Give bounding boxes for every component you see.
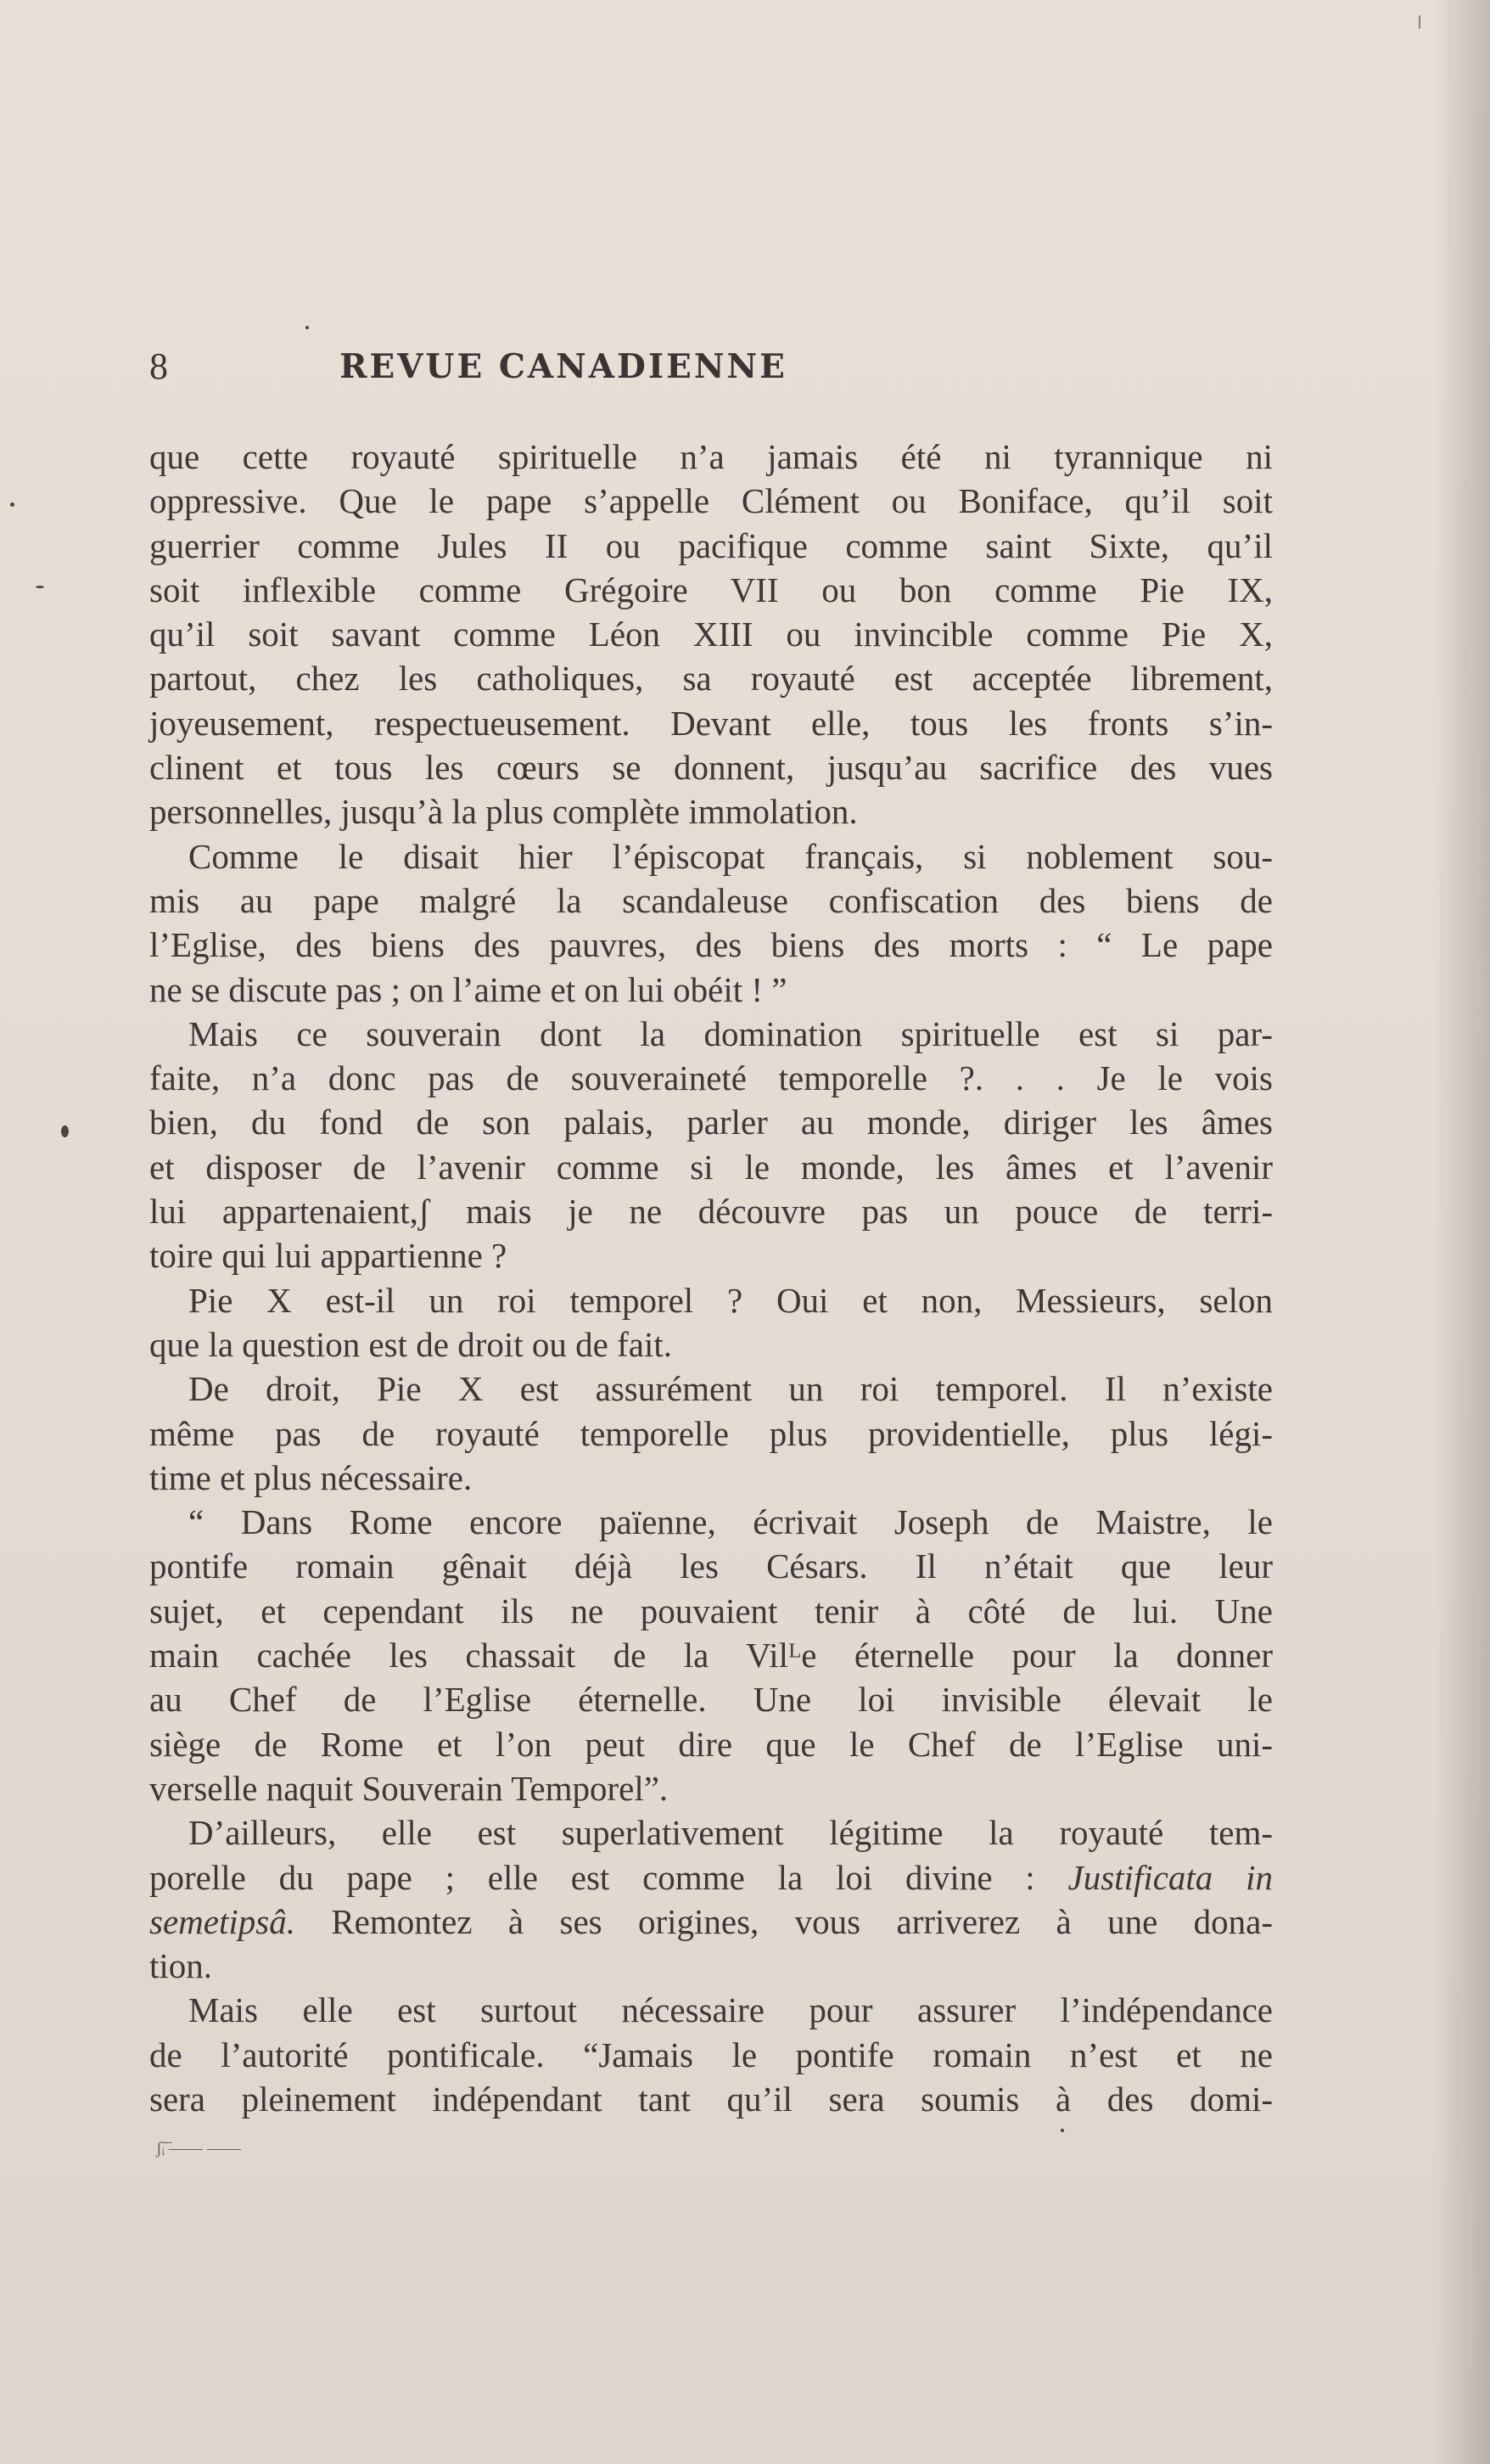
text-run: porelle du pape ; elle est comme la loi divine : [149,1857,1035,1897]
text-line: l’Eglise, des biens des pauvres, des biens des morts : “ Le pape [149,925,1273,965]
text-line: que la question est de droit ou de fait. [149,1324,672,1364]
text-line: Pie X est-il un roi temporel ? Oui et non, Messieurs, selon [188,1280,1273,1320]
ink-speck [36,586,44,588]
italic-phrase: semetipsâ. [149,1901,295,1941]
text-line: joyeusement, respectueusement. Devant elle, tous les fronts s’in- [149,703,1273,743]
text-line: mis au pape malgré la scandaleuse confiscation des biens de [149,880,1273,920]
text-line: partout, chez les catholiques, sa royauté est acceptée librement, [149,659,1273,699]
page-number: 8 [149,345,168,387]
text-line: Mais elle est surtout nécessaire pour assurer l’indépendance [188,1990,1273,2030]
text-line: clinent et tous les cœurs se donnent, jusqu’au sacrifice des vues [149,748,1273,788]
ink-speck [1419,15,1420,29]
text-line: “ Dans Rome encore païenne, écrivait Joseph de Maistre, le [188,1502,1273,1542]
text-line: qu’il soit savant comme Léon XIII ou invincible comme Pie X, [149,615,1273,654]
text-line: ne se discute pas ; on l’aime et on lui obéit ! ” [149,969,787,1009]
text-line: Comme le disait hier l’épiscopat français, si noblement sou- [188,836,1273,876]
text-line: même pas de royauté temporelle plus providentielle, plus légi- [149,1413,1273,1453]
text-line: main cachée les chassait de la Vilᴸe éternelle pour la donner [149,1636,1273,1675]
text-line: de l’autorité pontificale. “Jamais le pontife romain n’est et ne [149,2035,1273,2074]
text-line: soit inflexible comme Grégoire VII ou bon comme Pie IX, [149,570,1273,609]
ink-speck [10,502,14,507]
text-line-mixed [149,1855,1273,1900]
ink-speck [305,326,309,329]
text-line: guerrier comme Jules II ou pacifique comme saint Sixte, qu’il [149,525,1273,565]
text-line: Mais ce souverain dont la domination spirituelle est si par- [188,1013,1273,1053]
italic-phrase: Justificata in [1067,1857,1273,1897]
text-line: tion. [149,1946,213,1986]
text-line: siège de Rome et l’on peut dire que le Chef de l’Eglise uni- [149,1724,1273,1764]
text-line: faite, n’a donc pas de souveraineté temporelle ?. . . Je le vois [149,1058,1273,1098]
text-line: verselle naquit Souverain Temporel”. [149,1768,669,1808]
text-line: time et plus nécessaire. [149,1457,473,1497]
body-text [149,435,1273,2121]
footer-marks: ʃ͞ᵢ —— —— [156,2139,241,2158]
text-line: D’ailleurs, elle est superlativement légitime la royauté tem- [188,1813,1273,1853]
running-head [149,341,952,392]
text-line: au Chef de l’Eglise éternelle. Une loi invisible élevait le [149,1680,1273,1720]
text-line: lui appartenaient,ʃ mais je ne découvre pas un pouce de terri- [149,1192,1273,1232]
text-line: personnelles, jusqu’à la plus complète immolation. [149,792,858,832]
text-line: que cette royauté spirituelle n’a jamais été ni tyrannique ni [149,437,1273,476]
text-line: oppressive. Que le pape s’appelle Clément ou Boniface, qu’il soit [149,481,1273,521]
text-line: De droit, Pie X est assurément un roi temporel. Il n’existe [188,1369,1273,1409]
text-run: Remontez à ses origines, vous arriverez à une dona- [294,1901,1273,1941]
ink-speck [61,1125,69,1137]
text-line: sujet, et cependant ils ne pouvaient tenir à côté de lui. Une [149,1591,1273,1631]
text-line: pontife romain gênait déjà les Césars. Il n’était que leur [149,1546,1273,1586]
text-line: et disposer de l’avenir comme si le monde, les âmes et l’avenir [149,1147,1273,1187]
text-line: bien, du fond de son palais, parler au monde, diriger les âmes [149,1103,1273,1142]
journal-title: REVUE CANADIENNE [339,347,787,386]
text-line: sera pleinement indépendant tant qu’il sera soumis à des domi- [149,2079,1273,2119]
text-line: toire qui lui appartienne ? [149,1236,507,1276]
ink-speck [1061,2129,1064,2132]
text-line-mixed [149,1900,1273,1944]
